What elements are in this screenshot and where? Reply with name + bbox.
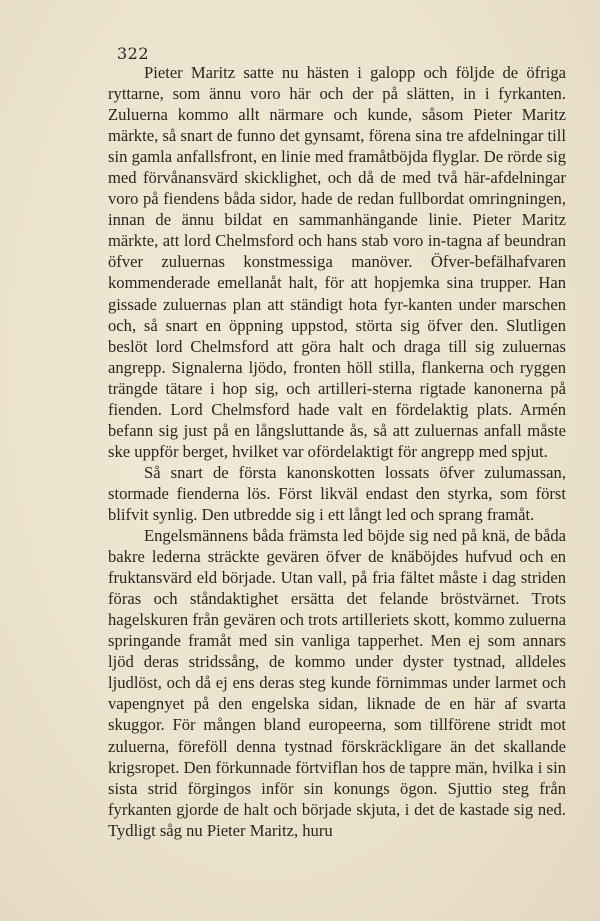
paragraph-3: Engelsmännens båda främsta led böjde sig ned på knä, de båda bakre lederna sträckte gevären öfver de knäböjdes hufvud och en fruktansvärd eld började. Utan vall, på fria fältet måste i dag striden föras och ståndaktighet ersätta det felande bröstvärnet. Trots hagelskuren från gevären och trots artilleriets skott, kommo zuluerna springande framåt med sin vanliga tapperhet. Men ej som annars ljöd deras stridssång, de kommo under dyster tystnad, alldeles ljudlöst, och då ej ens deras steg kunde förnimmas under larmet och vapengnyet på den engelska sidan, liknade de en här af svarta skuggor. För mången bland europeerna, som tillförene stridt mot zuluerna, föreföll denna tystnad förskräckligare än det skallande krigsropet. Den förkunnade förtviflan hos de tappre män, hvilka i sin sista strid förgingos inför sin konungs ögon. Sjuttio steg från fyrkanten gjorde de halt och började skjuta, i det de kastade sig ned. Tydligt såg nu Pieter Maritz, huru — [108, 526, 566, 840]
paragraph-1: Pieter Maritz satte nu hästen i galopp och följde de öfriga ryttarne, som ännu voro här och der på slätten, in i fyrkanten. Zuluerna kommo allt närmare och kunde, såsom Pieter Maritz märkte, så snart de funno det gynsamt, förena sina tre afdelningar till sin gamla anfallsfront, en linie med framåtböjda flyglar. De rörde sig med förvånansvärd skicklighet, och då de med två här-afdelningar voro på fiendens båda sidor, hade de redan fullbordat omringningen, innan de ännu bildat en sammanhängande linie. Pieter Maritz märkte, att lord Chelmsford och hans stab voro in-tagna af beundran öfver zuluernas konstmessiga manöver. Öfver-befälhafvaren kommenderade emellanåt halt, för att hopjemka sina trupper. Han gissade zuluernas plan att ständigt hota fyr-kanten under marschen och, så snart en öppning uppstod, störta sig öfver den. Slutligen beslöt lord Chelmsford att göra halt och draga till sig zuluernas angrepp. Signalerna ljödo, fronten höll stilla, flankerna och ryggen trängde tätare i hop sig, och artilleri-sterna rigtade kanonerna på fienden. Lord Chelmsford hade valt en fördelaktig plats. Armén befann sig just på en långsluttande ås, så att zuluernas anfall måste ske uppför berget, hvilket var ofördelaktigt för angrepp med spjut. — [108, 63, 566, 461]
paragraph-2: Så snart de första kanonskotten lossats öfver zulumassan, stormade fienderna lös. Först likväl endast den styrka, som först blifvit synlig. Den utbredde sig i ett långt led och sprang framåt. — [108, 462, 566, 524]
body-text — [108, 62, 566, 841]
page-number: 322 — [117, 44, 150, 63]
